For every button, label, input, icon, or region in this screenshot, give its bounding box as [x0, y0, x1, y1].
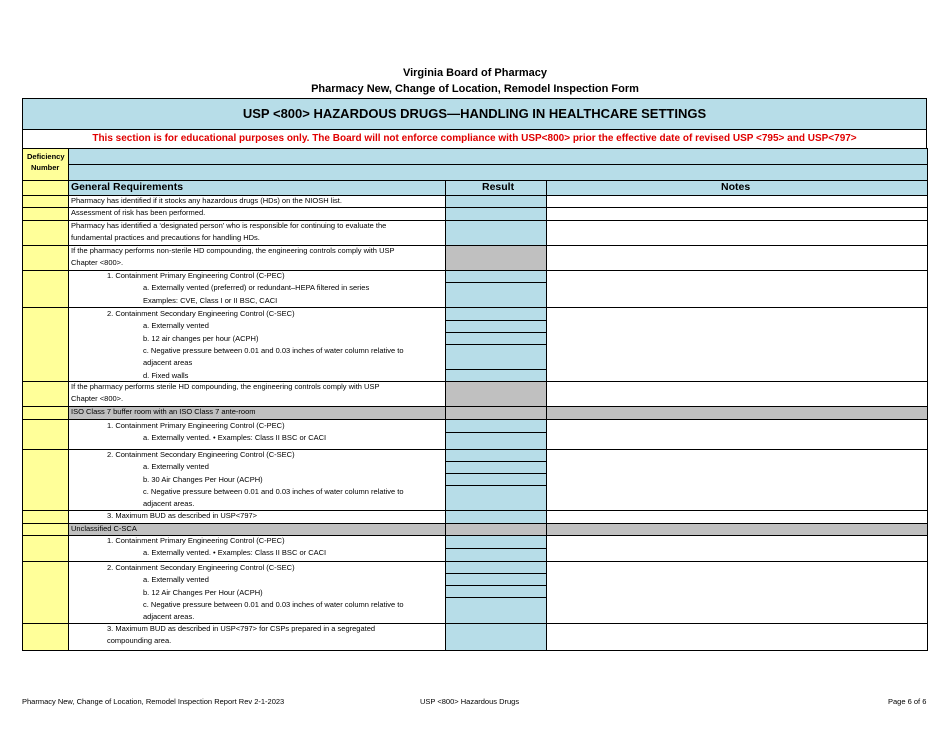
requirement-text: Chapter <800>. [71, 394, 124, 404]
result-box [445, 307, 546, 320]
deficiency-number-cell [22, 419, 68, 449]
notes-cell [546, 270, 927, 307]
result-box [445, 320, 546, 332]
requirement-text: adjacent areas [143, 358, 193, 368]
educational-notice: This section is for educational purposes only. The Board will not enforce compliance with USP<800> prior the effective date of revised USP <795> and USP<797> [22, 130, 927, 148]
deficiency-number-cell [22, 623, 68, 650]
board-title: Virginia Board of Pharmacy [402, 67, 548, 79]
deficiency-number-cell [22, 220, 68, 245]
result-box [445, 461, 546, 473]
requirement-text: If the pharmacy performs non-sterile HD compounding, the engineering controls comply with USP [71, 246, 395, 255]
deficiency-number-cell [22, 523, 68, 535]
result-box [445, 270, 546, 282]
notes-cell [546, 419, 927, 449]
notes-cell [546, 220, 927, 245]
result-box [445, 473, 546, 485]
section-title: USP <800> HAZARDOUS DRUGS—HANDLING IN HEALTHCARE SETTINGS [22, 98, 927, 130]
requirement-text: Examples: CVE, Class I or II BSC, CACI [143, 295, 278, 305]
requirement-text: a. Externally vented (preferred) or redundant–HEPA filtered in series [143, 283, 370, 293]
result-box [445, 449, 546, 461]
requirement-text: 3. Maximum BUD as described in USP<797> [107, 511, 258, 520]
requirement-text: adjacent areas. [143, 612, 195, 622]
result-box [445, 406, 546, 419]
result-box [445, 207, 546, 220]
deficiency-header-label-2: Number [31, 163, 60, 172]
deficiency-cell [22, 180, 68, 195]
result-box [445, 432, 546, 449]
requirement-text: b. 30 Air Changes Per Hour (ACPH) [143, 474, 263, 484]
requirement-text: fundamental practices and precautions for handling HDs. [71, 233, 260, 243]
result-box [445, 510, 546, 523]
footer-center: USP <800> Hazardous Drugs [420, 697, 520, 706]
deficiency-number-cell [22, 270, 68, 307]
notes-header-label: Notes [721, 181, 751, 193]
notes-cell [546, 195, 927, 207]
header-blue-bar-1 [68, 148, 927, 164]
result-box [445, 381, 546, 406]
requirement-text: If the pharmacy performs sterile HD compounding, the engineering controls comply with USP [71, 382, 380, 391]
result-box [445, 369, 546, 381]
requirement-text: ISO Class 7 buffer room with an ISO Class 7 ante-room [71, 407, 256, 416]
requirement-text: Pharmacy has identified if it stocks any hazardous drugs (HDs) on the NIOSH list. [71, 196, 342, 205]
result-header-label: Result [482, 181, 515, 193]
deficiency-number-cell [22, 449, 68, 510]
requirement-text: a. Externally vented. • Examples: Class II BSC or CACI [143, 548, 327, 558]
requirement-text: compounding area. [107, 636, 172, 646]
notes-cell [546, 245, 927, 270]
notes-cell [546, 449, 927, 510]
result-box [445, 195, 546, 207]
deficiency-number-cell [22, 381, 68, 406]
result-box [445, 485, 546, 510]
notes-cell [546, 510, 927, 523]
result-box [445, 548, 546, 561]
result-box [445, 419, 546, 432]
result-box [445, 535, 546, 548]
requirement-text: c. Negative pressure between 0.01 and 0.03 inches of water column relative to [143, 345, 404, 355]
requirement-text: 1. Containment Primary Engineering Control (C-PEC) [107, 421, 285, 430]
requirement-text: c. Negative pressure between 0.01 and 0.03 inches of water column relative to [143, 599, 404, 609]
requirement-text: 3. Maximum BUD as described in USP<797> for CSPs prepared in a segregated [107, 624, 376, 633]
form-title: Pharmacy New, Change of Location, Remodel Inspection Form [311, 83, 639, 95]
requirement-text: c. Negative pressure between 0.01 and 0.03 inches of water column relative to [143, 486, 404, 496]
requirement-text: a. Externally vented [143, 462, 209, 472]
result-box [445, 332, 546, 344]
notes-cell [546, 535, 927, 561]
table-right-border [927, 148, 928, 650]
requirement-text: Unclassified C-SCA [71, 524, 137, 533]
result-box [445, 523, 546, 535]
footer-left: Pharmacy New, Change of Location, Remodel Inspection Report Rev 2-1-2023 [22, 697, 285, 706]
requirement-text: adjacent areas. [143, 499, 195, 509]
table-bottom-border [22, 650, 928, 651]
deficiency-number-cell [22, 195, 68, 207]
deficiency-number-cell [22, 535, 68, 561]
result-box [445, 220, 546, 245]
deficiency-number-cell [22, 207, 68, 220]
requirement-text: Chapter <800>. [71, 258, 124, 268]
footer-right: Page 6 of 6 [888, 697, 927, 706]
notes-cell [546, 406, 927, 419]
result-box [445, 573, 546, 585]
result-box [445, 561, 546, 573]
notes-cell [546, 561, 927, 623]
result-box [445, 623, 546, 650]
requirement-text: a. Externally vented [143, 575, 209, 585]
requirement-text: b. 12 air changes per hour (ACPH) [143, 333, 259, 343]
requirement-text: d. Fixed walls [143, 370, 189, 380]
deficiency-number-cell [22, 245, 68, 270]
result-box [445, 245, 546, 270]
result-box [445, 597, 546, 623]
requirement-text: 1. Containment Primary Engineering Control (C-PEC) [107, 536, 285, 545]
notes-cell [546, 623, 927, 650]
requirement-text: a. Externally vented. • Examples: Class II BSC or CACI [143, 433, 327, 443]
notes-cell [546, 207, 927, 220]
requirement-text: 2. Containment Secondary Engineering Control (C-SEC) [107, 450, 295, 459]
notes-cell [546, 307, 927, 381]
requirement-text: 2. Containment Secondary Engineering Control (C-SEC) [107, 563, 295, 572]
notes-cell [546, 523, 927, 535]
deficiency-number-cell [22, 406, 68, 419]
result-box [445, 344, 546, 369]
result-box [445, 282, 546, 307]
header-blue-bar-2 [68, 164, 927, 180]
requirement-text: Pharmacy has identified a ‘designated person’ who is responsible for continuing to evaluate the [71, 221, 387, 230]
requirement-text: 1. Containment Primary Engineering Control (C-PEC) [107, 271, 285, 280]
deficiency-number-cell [22, 307, 68, 381]
deficiency-number-cell [22, 510, 68, 523]
requirement-text: Assessment of risk has been performed. [71, 208, 206, 217]
deficiency-number-cell [22, 561, 68, 623]
requirements-header-label: General Requirements [71, 181, 184, 193]
requirement-text: b. 12 Air Changes Per Hour (ACPH) [143, 587, 263, 597]
result-box [445, 585, 546, 597]
deficiency-header-label: Deficiency [27, 152, 65, 161]
requirement-text: 2. Containment Secondary Engineering Control (C-SEC) [107, 309, 295, 318]
notes-cell [546, 381, 927, 406]
requirement-text: a. Externally vented [143, 321, 209, 331]
